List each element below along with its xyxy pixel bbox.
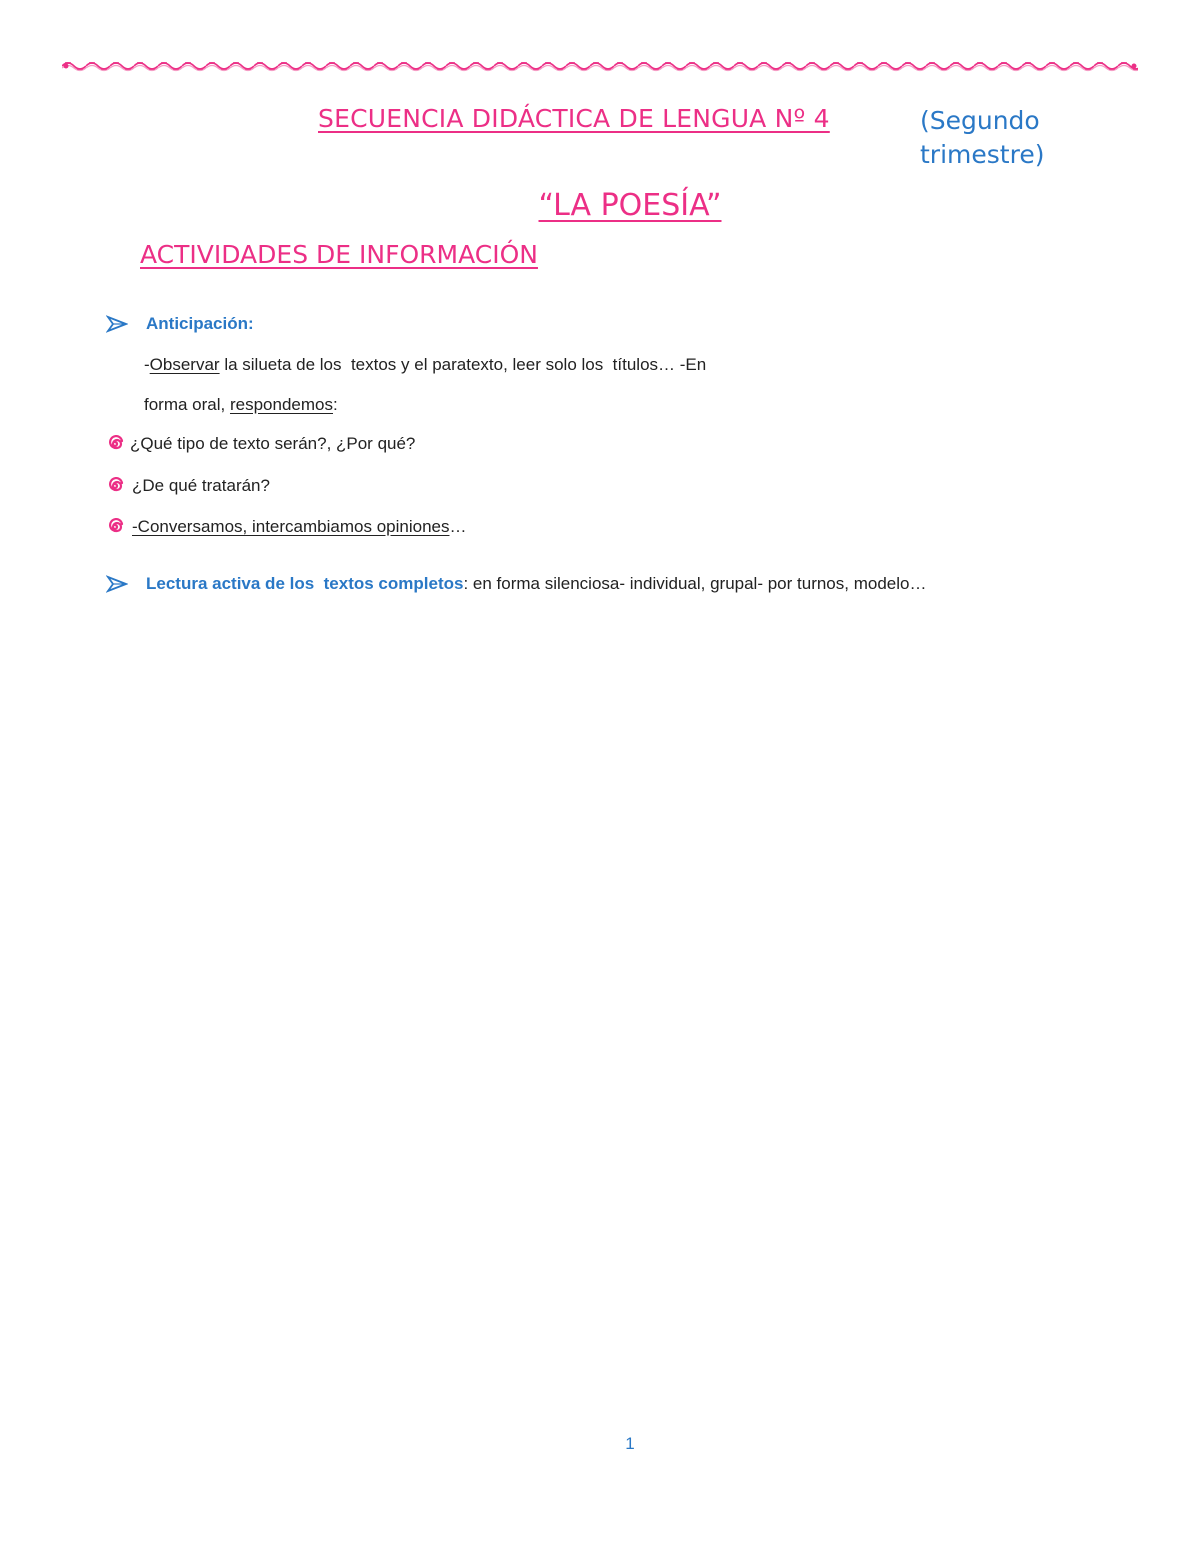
question-item <box>106 476 270 496</box>
question-text: ¿Qué tipo de texto serán?, ¿Por qué? <box>130 434 416 453</box>
anticipacion-line-2-start: forma oral, <box>144 395 230 414</box>
conversamos-text: -Conversamos, intercambiamos opiniones <box>132 517 450 536</box>
term-label <box>920 104 1080 172</box>
lectura-colon: : <box>463 574 469 593</box>
lectura-label: Lectura activa de los textos completos <box>146 574 464 593</box>
anticipacion-line-1-rest: la silueta de los textos y el paratexto, leer solo los títulos… -En <box>219 355 707 374</box>
observar-word: Observar <box>149 355 220 374</box>
dash: - <box>144 355 150 374</box>
term-label-line1: (Segundo <box>920 106 1040 135</box>
anticipacion-line-1 <box>144 355 706 375</box>
arrow-bullet-icon <box>106 575 128 593</box>
page-number: 1 <box>625 1434 635 1453</box>
lectura-item <box>106 574 926 594</box>
question-text: ¿De qué tratarán? <box>132 476 270 495</box>
lectura-rest: en forma silenciosa- individual, grupal- por turnos, modelo… <box>468 574 927 593</box>
decorative-ribbon-border <box>62 60 1138 72</box>
colon: : <box>333 395 338 414</box>
document-title <box>318 104 830 133</box>
document-title-text: SECUENCIA DIDÁCTICA DE LENGUA Nº 4 <box>318 104 830 133</box>
anticipacion-line-2 <box>144 395 338 415</box>
term-label-line2: trimestre) <box>920 140 1045 169</box>
topic-title: “LA POESÍA” <box>538 188 722 223</box>
arrow-bullet-icon <box>106 315 128 333</box>
swirl-bullet-icon <box>106 435 124 453</box>
conversamos-item <box>106 517 466 537</box>
swirl-bullet-icon <box>106 518 124 536</box>
swirl-bullet-icon <box>106 477 124 495</box>
conversamos-tail: … <box>449 517 467 536</box>
anticipacion-label: Anticipación: <box>146 314 254 333</box>
question-item <box>106 434 415 454</box>
anticipacion-item <box>106 314 254 334</box>
respondemos-word: respondemos <box>229 395 333 414</box>
section-heading: ACTIVIDADES DE INFORMACIÓN <box>140 240 538 269</box>
